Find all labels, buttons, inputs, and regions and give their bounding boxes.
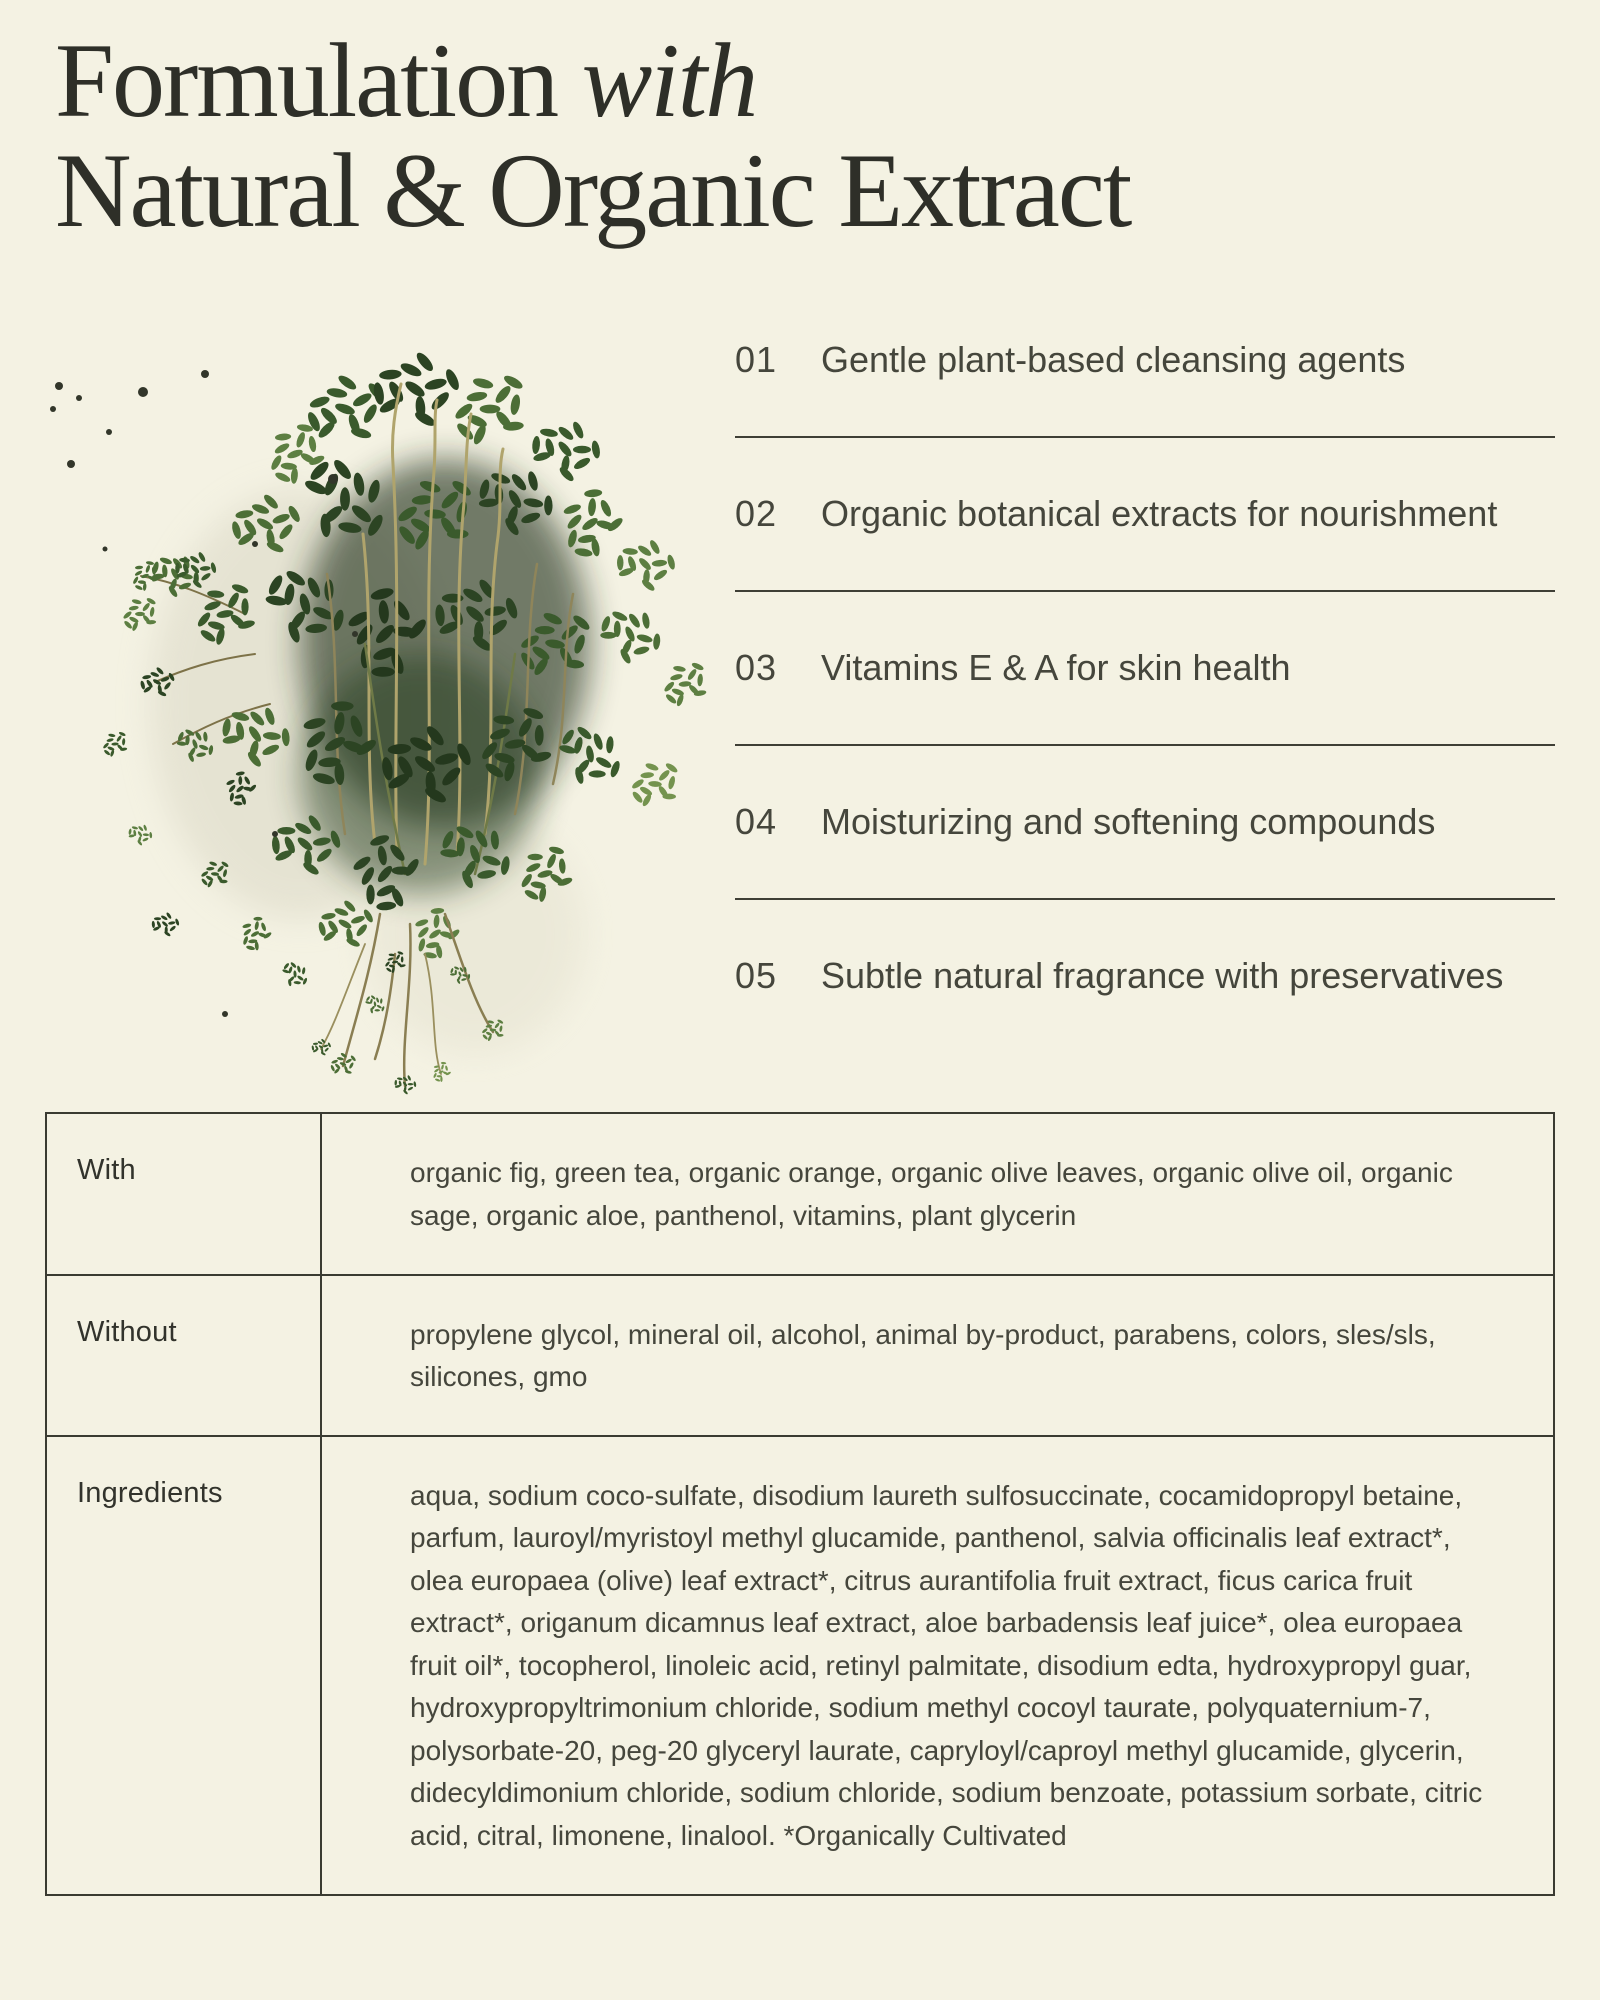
- page-header: [0, 0, 1600, 250]
- feature-item-02: [735, 438, 1555, 592]
- content-row: [0, 314, 1600, 1104]
- feature-label: Moisturizing and softening compounds: [821, 801, 1436, 843]
- feature-number: 04: [735, 801, 778, 843]
- feature-label: Subtle natural fragrance with preservatives: [821, 955, 1504, 997]
- feature-number: 01: [735, 339, 778, 381]
- row-label: With: [46, 1113, 321, 1274]
- feature-number: 05: [735, 955, 778, 997]
- feature-label: Organic botanical extracts for nourishment: [821, 493, 1498, 535]
- row-label: Ingredients: [46, 1436, 321, 1895]
- feature-number: 03: [735, 647, 778, 689]
- herb-photo: [45, 314, 735, 1104]
- page-title: [55, 22, 1555, 250]
- feature-list: [735, 314, 1555, 1104]
- feature-item-03: [735, 592, 1555, 746]
- row-label: Without: [46, 1275, 321, 1436]
- title-line2: Natural & Organic Extract: [55, 132, 1131, 250]
- row-value: propylene glycol, mineral oil, alcohol, animal by-product, parabens, colors, sles/sls, silicones, gmo: [321, 1275, 1554, 1436]
- row-value: aqua, sodium coco-sulfate, disodium laureth sulfosuccinate, cocamidopropyl betaine, parfum, lauroyl/myristoyl methyl glucamide, panthenol, salvia officinalis leaf extract*, olea europaea (olive) leaf extract*, citrus aurantifolia fruit extract, ficus carica fruit extract*, origanum dicamnus leaf extract, aloe barbadensis leaf juice*, olea europaea fruit oil*, tocopherol, linoleic acid, retinyl palmitate, disodium edta, hydroxypropyl guar, hydroxypropyltrimonium chloride, sodium methyl cocoyl taurate, polyquaternium-7, polysorbate-20, peg-20 glyceryl laurate, capryloyl/caproyl methyl glucamide, glycerin, didecyldimonium chloride, sodium chloride, sodium benzoate, potassium sorbate, citric acid, citral, limonene, linalool. *Organically Cultivated: [321, 1436, 1554, 1895]
- title-line1-regular: Formulation: [55, 22, 582, 139]
- feature-label: Gentle plant-based cleansing agents: [821, 339, 1406, 381]
- feature-item-01: [735, 314, 1555, 438]
- formulation-table: [45, 1112, 1555, 1895]
- row-value: organic fig, green tea, organic orange, organic olive leaves, organic olive oil, organic sage, organic aloe, panthenol, vitamins, plant glycerin: [321, 1113, 1554, 1274]
- feature-label: Vitamins E & A for skin health: [821, 647, 1291, 689]
- thyme-illustration: [45, 314, 735, 1104]
- table-row-with: [46, 1113, 1554, 1274]
- table-row-without: [46, 1275, 1554, 1436]
- feature-item-05: [735, 900, 1555, 1052]
- feature-number: 02: [735, 493, 778, 535]
- feature-item-04: [735, 746, 1555, 900]
- title-line1-italic: with: [581, 22, 757, 139]
- table-row-ingredients: [46, 1436, 1554, 1895]
